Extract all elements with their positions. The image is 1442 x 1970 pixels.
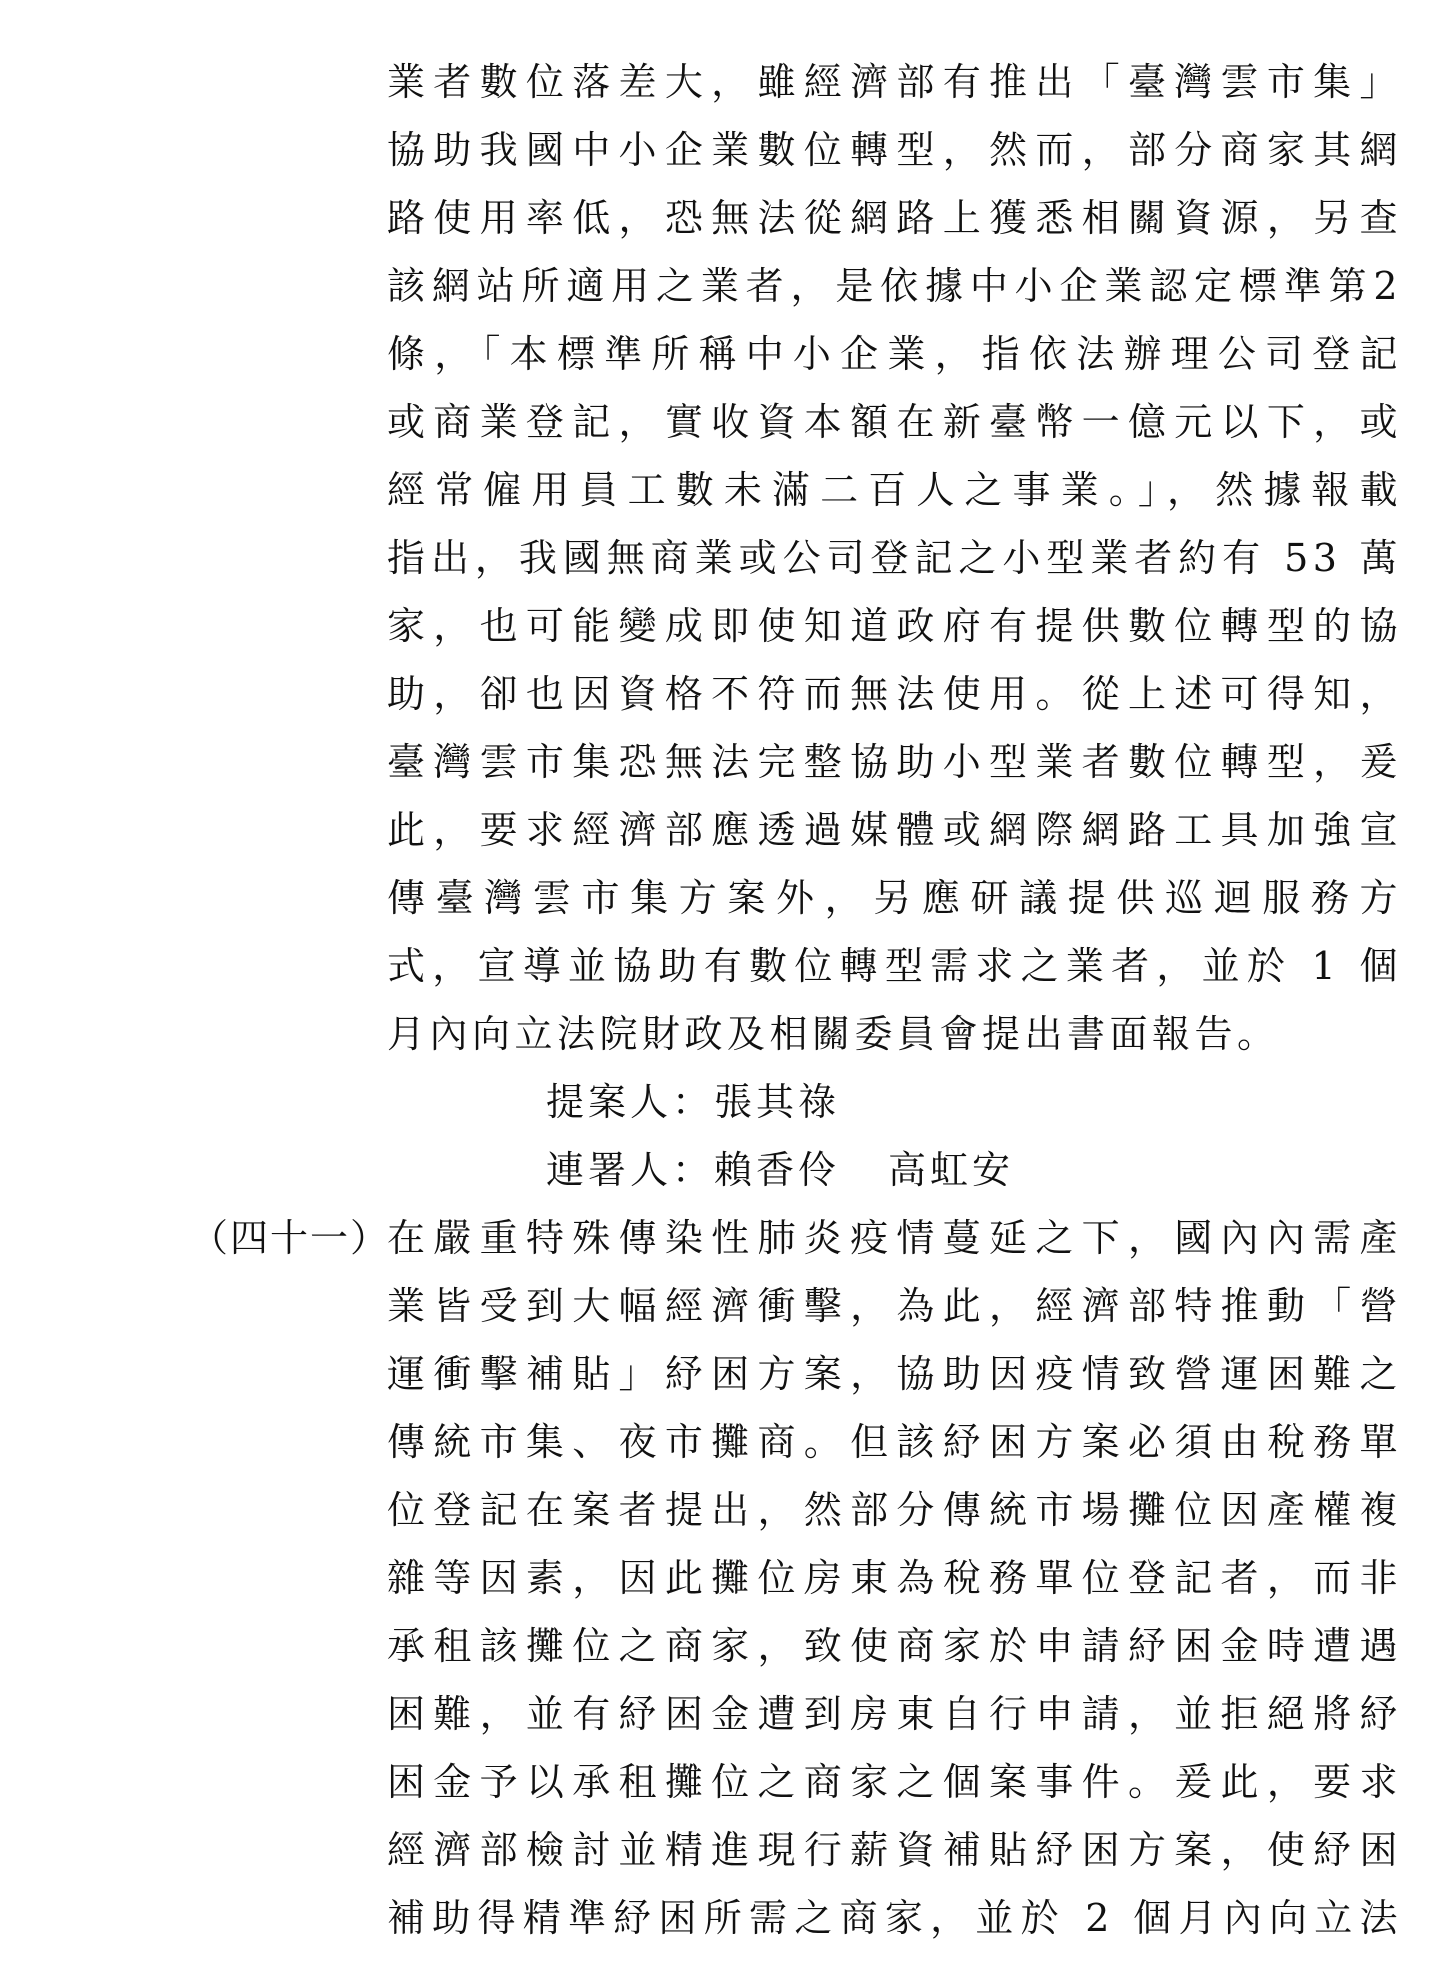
paragraph-line: 協助我國中小企業數位轉型，然而，部分商家其網 (387, 128, 1402, 172)
paragraph-line: 臺灣雲市集恐無法完整協助小型業者數位轉型，爰 (387, 740, 1402, 784)
paragraph-line: 雜等因素，因此攤位房東為稅務單位登記者，而非 (387, 1556, 1402, 1600)
paragraph-line: 運衝擊補貼」紓困方案，協助因疫情致營運困難之 (387, 1352, 1402, 1396)
item-number: （四十一） (190, 1216, 391, 1260)
paragraph-line: 助，卻也因資格不符而無法使用。從上述可得知， (387, 672, 1402, 716)
paragraph-line: 位登記在案者提出，然部分傳統市場攤位因產權複 (387, 1488, 1402, 1532)
paragraph-line: 路使用率低，恐無法從網路上獲悉相關資源，另查 (387, 196, 1402, 240)
paragraph-line: 月內向立法院財政及相關委員會提出書面報告。 (387, 1012, 1280, 1056)
paragraph-line: 傳臺灣雲市集方案外，另應研議提供巡迴服務方 (387, 876, 1402, 920)
paragraph-line: 此，要求經濟部應透過媒體或網際網路工具加強宣 (387, 808, 1402, 852)
paragraph-line: 困金予以承租攤位之商家之個案事件。爰此，要求 (387, 1760, 1402, 1804)
proposer-line: 提案人：張其祿 (546, 1080, 841, 1124)
paragraph-line: 傳統市集、夜市攤商。但該紓困方案必須由稅務單 (387, 1420, 1402, 1464)
paragraph-line: 業者數位落差大，雖經濟部有推出「臺灣雲市集」 (387, 60, 1402, 104)
paragraph-line: 條，「本標準所稱中小企業，指依法辦理公司登記 (387, 332, 1402, 376)
paragraph-line: 困難，並有紓困金遭到房東自行申請，並拒絕將紓 (387, 1692, 1402, 1736)
paragraph-line: 指出，我國無商業或公司登記之小型業者約有 53 萬 (387, 536, 1402, 580)
paragraph-line: 家，也可能變成即使知道政府有提供數位轉型的協 (387, 604, 1402, 648)
paragraph-line: 經濟部檢討並精進現行薪資補貼紓困方案，使紓困 (387, 1828, 1402, 1872)
paragraph-line: 或商業登記，實收資本額在新臺幣一億元以下，或 (387, 400, 1402, 444)
paragraph-line: 經常僱用員工數未滿二百人之事業。」，然據報載 (387, 468, 1402, 512)
paragraph-line: 該網站所適用之業者，是依據中小企業認定標準第2 (387, 264, 1402, 308)
cosigner-label: 連署人：賴香伶 (546, 1148, 841, 1192)
paragraph-line: 式，宣導並協助有數位轉型需求之業者，並於 1 個 (387, 944, 1402, 988)
cosigner-extra: 高虹安 (888, 1148, 1015, 1192)
paragraph-line: 承租該攤位之商家，致使商家於申請紓困金時遭遇 (387, 1624, 1402, 1668)
cosigner-line (546, 1140, 1014, 1200)
paragraph-line: 業皆受到大幅經濟衝擊，為此，經濟部特推動「營 (387, 1284, 1402, 1328)
paragraph-line: 補助得精準紓困所需之商家，並於 2 個月內向立法 (387, 1896, 1402, 1940)
paragraph-line: 在嚴重特殊傳染性肺炎疫情蔓延之下，國內內需產 (387, 1216, 1402, 1260)
